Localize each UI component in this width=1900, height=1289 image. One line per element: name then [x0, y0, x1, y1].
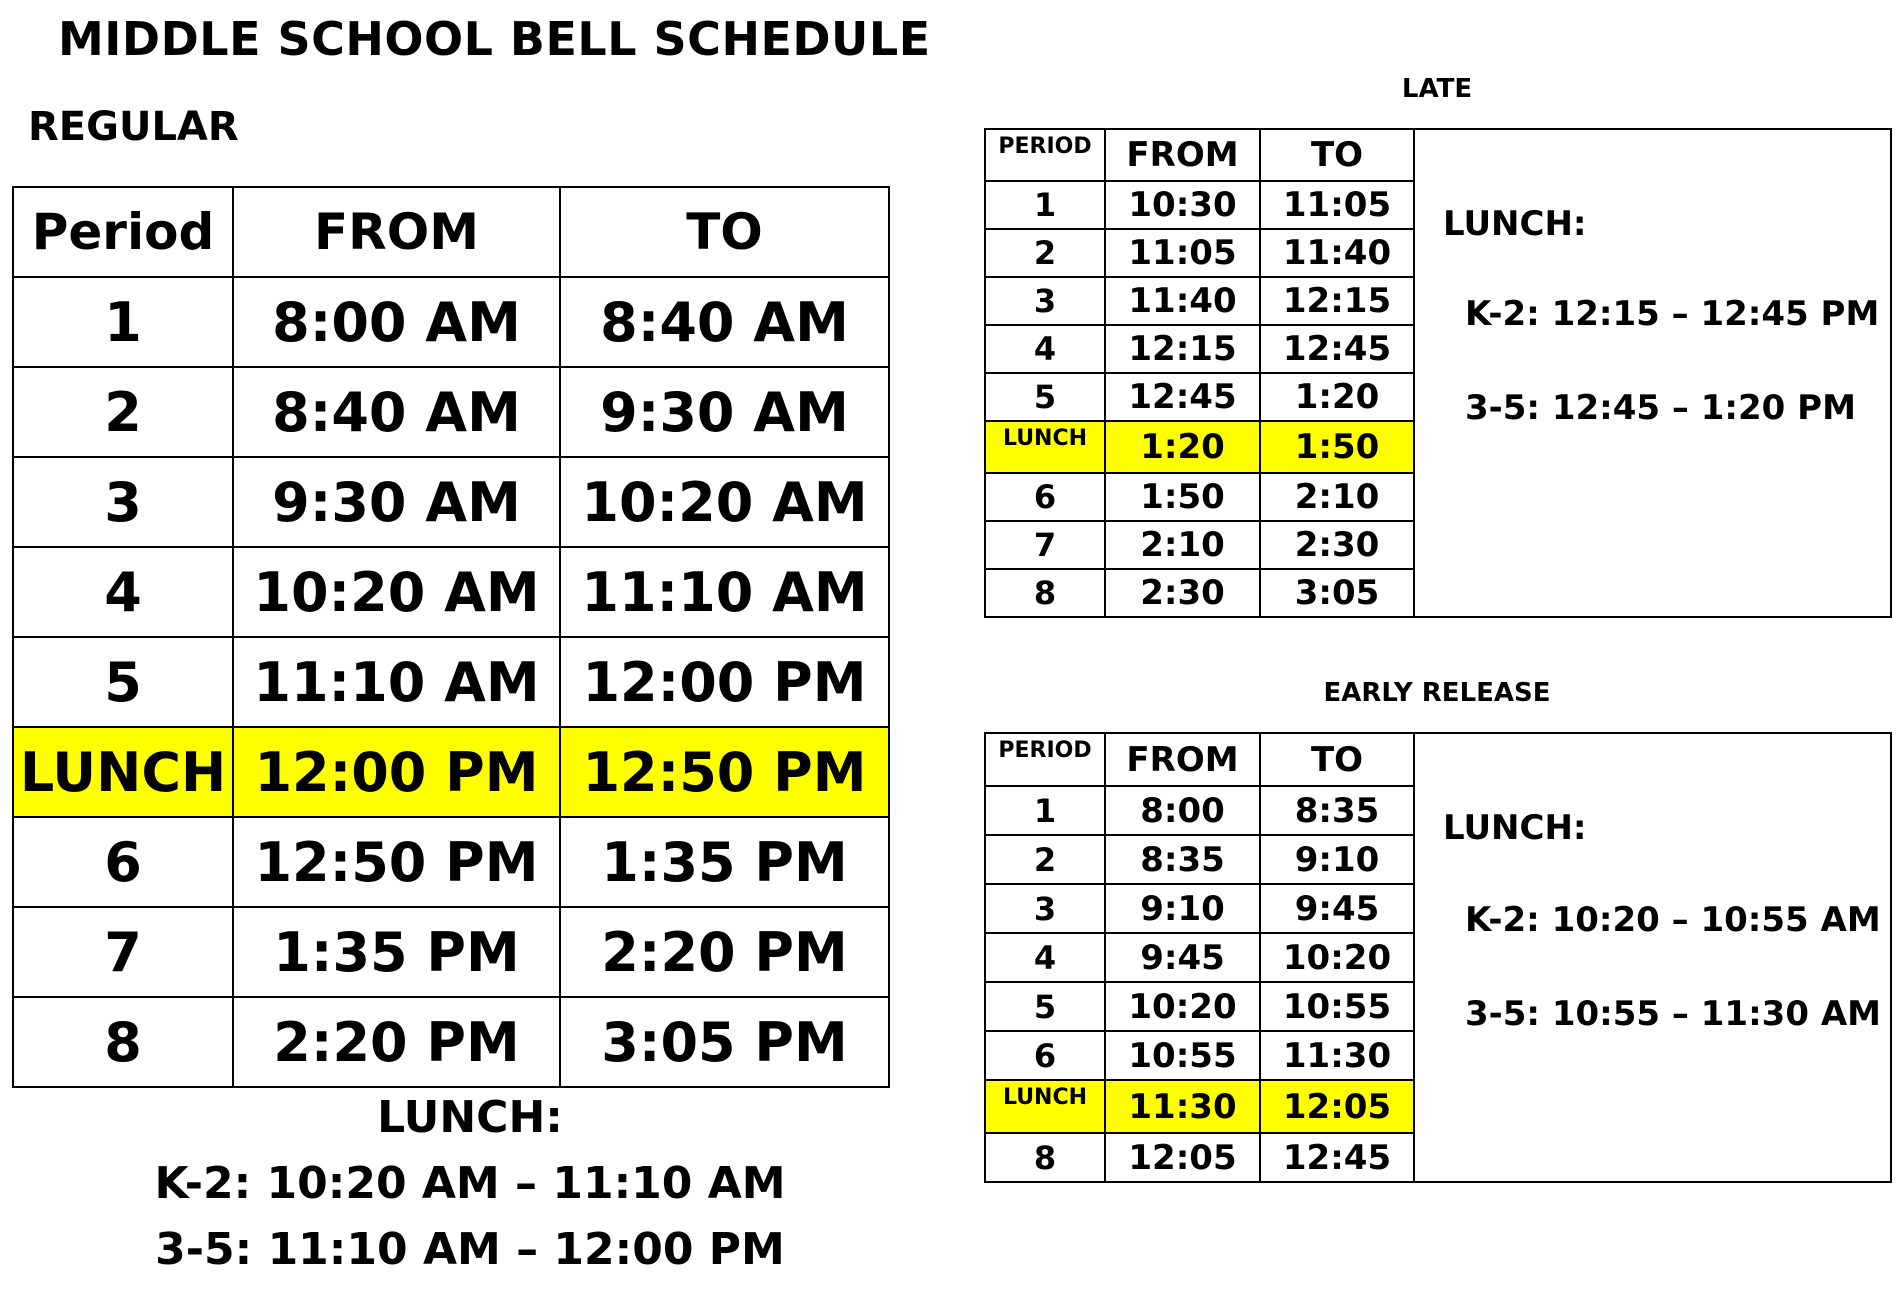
early-lunch-label: LUNCH: [1443, 808, 1587, 848]
from-cell: 2:10 [1105, 521, 1260, 569]
period-cell: 1 [985, 786, 1105, 835]
to-cell: 9:30 AM [560, 367, 889, 457]
from-cell: 11:30 [1105, 1080, 1260, 1133]
to-cell: 12:15 [1260, 277, 1414, 325]
table-header-row [985, 129, 1891, 181]
to-cell: 1:20 [1260, 373, 1414, 421]
period-cell: LUNCH [13, 727, 233, 817]
to-cell: 9:10 [1260, 835, 1414, 884]
early-release-table [984, 732, 1892, 1183]
column-header-period: PERIOD [985, 129, 1105, 181]
late-lunch-3-5: 3-5: 12:45 – 1:20 PM [1465, 388, 1856, 428]
table-row [13, 367, 889, 457]
from-cell: 12:00 PM [233, 727, 560, 817]
table-row [13, 457, 889, 547]
table-header-row [985, 733, 1891, 786]
page-title: MIDDLE SCHOOL BELL SCHEDULE [58, 12, 931, 66]
to-cell: 12:45 [1260, 325, 1414, 373]
period-cell: 8 [985, 1133, 1105, 1182]
table-row [13, 997, 889, 1087]
period-cell: 5 [985, 373, 1105, 421]
to-cell: 12:05 [1260, 1080, 1414, 1133]
to-cell: 9:45 [1260, 884, 1414, 933]
from-cell: 2:30 [1105, 569, 1260, 617]
from-cell: 9:45 [1105, 933, 1260, 982]
to-cell: 1:50 [1260, 421, 1414, 473]
late-lunch-k2: K-2: 12:15 – 12:45 PM [1465, 294, 1880, 334]
period-cell: 1 [985, 181, 1105, 229]
to-cell: 10:20 [1260, 933, 1414, 982]
period-cell: 2 [985, 835, 1105, 884]
to-cell: 2:10 [1260, 473, 1414, 521]
to-cell: 10:20 AM [560, 457, 889, 547]
from-cell: 10:20 [1105, 982, 1260, 1031]
to-cell: 2:30 [1260, 521, 1414, 569]
column-header-period: Period [13, 187, 233, 277]
to-cell: 10:55 [1260, 982, 1414, 1031]
regular-lunch-3-5: 3-5: 11:10 AM – 12:00 PM [155, 1224, 785, 1275]
to-cell: 12:45 [1260, 1133, 1414, 1182]
period-cell: 5 [985, 982, 1105, 1031]
period-cell: 7 [13, 907, 233, 997]
to-cell: 11:10 AM [560, 547, 889, 637]
period-cell: 6 [985, 473, 1105, 521]
from-cell: 8:35 [1105, 835, 1260, 884]
to-cell: 3:05 PM [560, 997, 889, 1087]
from-cell: 8:00 AM [233, 277, 560, 367]
from-cell: 10:55 [1105, 1031, 1260, 1080]
period-cell: 8 [13, 997, 233, 1087]
table-row [13, 637, 889, 727]
column-header-to: TO [1260, 129, 1414, 181]
late-schedule-table [984, 128, 1892, 618]
to-cell: 12:00 PM [560, 637, 889, 727]
from-cell: 10:30 [1105, 181, 1260, 229]
period-cell: 4 [13, 547, 233, 637]
regular-schedule-label: REGULAR [28, 104, 239, 150]
regular-schedule-table [12, 186, 890, 1088]
table-row [13, 817, 889, 907]
from-cell: 12:05 [1105, 1133, 1260, 1182]
period-cell: 3 [13, 457, 233, 547]
table-row [13, 547, 889, 637]
period-cell: LUNCH [985, 421, 1105, 473]
period-cell: 1 [13, 277, 233, 367]
to-cell: 3:05 [1260, 569, 1414, 617]
column-header-period: PERIOD [985, 733, 1105, 786]
table-row [13, 907, 889, 997]
period-cell: 3 [985, 884, 1105, 933]
to-cell: 11:05 [1260, 181, 1414, 229]
column-header-from: FROM [233, 187, 560, 277]
from-cell: 8:40 AM [233, 367, 560, 457]
to-cell: 2:20 PM [560, 907, 889, 997]
period-cell: 4 [985, 933, 1105, 982]
table-header-row [13, 187, 889, 277]
to-cell: 11:40 [1260, 229, 1414, 277]
to-cell: 1:35 PM [560, 817, 889, 907]
early-lunch-3-5: 3-5: 10:55 – 11:30 AM [1465, 994, 1881, 1034]
from-cell: 8:00 [1105, 786, 1260, 835]
regular-lunch-label: LUNCH: [377, 1092, 563, 1143]
to-cell: 8:40 AM [560, 277, 889, 367]
column-header-from: FROM [1105, 733, 1260, 786]
period-cell: 3 [985, 277, 1105, 325]
from-cell: 11:10 AM [233, 637, 560, 727]
from-cell: 11:05 [1105, 229, 1260, 277]
period-cell: 4 [985, 325, 1105, 373]
lunch-row [13, 727, 889, 817]
table-row [13, 277, 889, 367]
late-lunch-label: LUNCH: [1443, 204, 1587, 244]
from-cell: 1:20 [1105, 421, 1260, 473]
from-cell: 11:40 [1105, 277, 1260, 325]
period-cell: 6 [985, 1031, 1105, 1080]
period-cell: 2 [13, 367, 233, 457]
from-cell: 9:30 AM [233, 457, 560, 547]
period-cell: 6 [13, 817, 233, 907]
from-cell: 10:20 AM [233, 547, 560, 637]
from-cell: 12:50 PM [233, 817, 560, 907]
to-cell: 8:35 [1260, 786, 1414, 835]
period-cell: 8 [985, 569, 1105, 617]
column-header-from: FROM [1105, 129, 1260, 181]
early-release-label: EARLY RELEASE [1323, 678, 1551, 708]
from-cell: 2:20 PM [233, 997, 560, 1087]
period-cell: 5 [13, 637, 233, 727]
to-cell: 11:30 [1260, 1031, 1414, 1080]
from-cell: 1:50 [1105, 473, 1260, 521]
early-lunch-info [1414, 733, 1891, 1182]
column-header-to: TO [560, 187, 889, 277]
from-cell: 9:10 [1105, 884, 1260, 933]
period-cell: 2 [985, 229, 1105, 277]
to-cell: 12:50 PM [560, 727, 889, 817]
period-cell: 7 [985, 521, 1105, 569]
regular-lunch-k2: K-2: 10:20 AM – 11:10 AM [154, 1158, 786, 1209]
from-cell: 12:15 [1105, 325, 1260, 373]
column-header-to: TO [1260, 733, 1414, 786]
from-cell: 1:35 PM [233, 907, 560, 997]
late-lunch-info [1414, 129, 1891, 617]
late-schedule-label: LATE [1401, 74, 1473, 104]
period-cell: LUNCH [985, 1080, 1105, 1133]
from-cell: 12:45 [1105, 373, 1260, 421]
early-lunch-k2: K-2: 10:20 – 10:55 AM [1465, 900, 1881, 940]
